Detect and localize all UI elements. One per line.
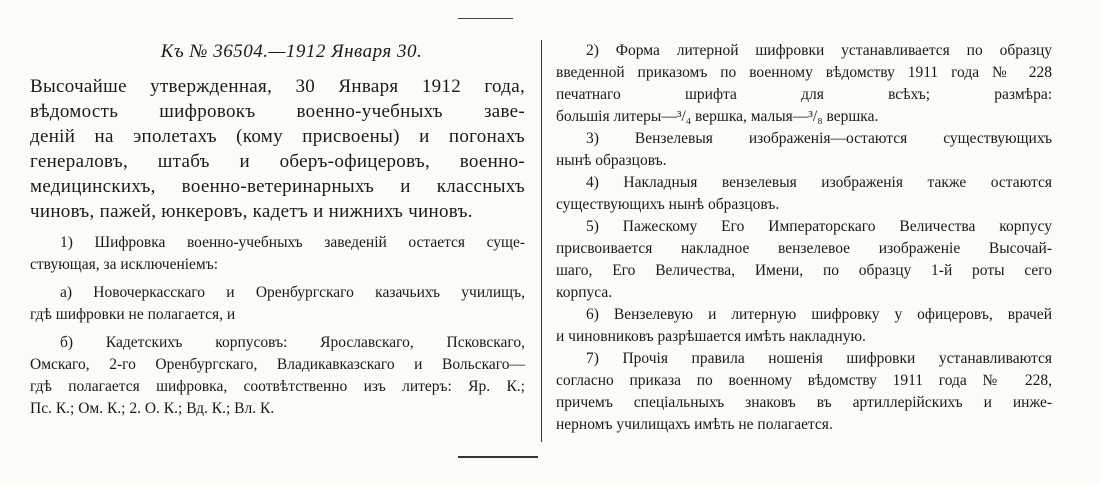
paragraph-line: нынѣ образцовъ.	[556, 152, 667, 169]
paragraph-line: 2) Форма литерной шифровки устанавливается по образцу	[586, 42, 1052, 59]
paragraph-line: существующихъ нынѣ образцовъ.	[556, 196, 780, 213]
paragraph-line: б) Кадетскихъ корпусовъ: Ярославскаго, Псковскаго,	[60, 334, 525, 351]
paragraph-line: 3) Вензелевыя изображенія—остаются существующихъ	[586, 130, 1052, 147]
paragraph-line: 5) Пажескому Его Императорскаго Величества корпусу	[586, 218, 1052, 235]
paragraph-line: ствующая, за исключеніемъ:	[30, 256, 219, 273]
paragraph	[556, 348, 1052, 436]
paragraph-line: а) Новочеркасскаго и Оренбургскаго казачьихъ училищъ,	[60, 284, 525, 301]
paragraph-line: 6) Вензелевую и литерную шифровку у офицеровъ, врачей	[586, 306, 1052, 323]
paragraph	[556, 304, 1052, 348]
paragraph-line: нерномъ училищахъ имѣть не полагается.	[556, 416, 833, 433]
title-line: деній на эполетахъ (кому присвоены) и погонахъ	[30, 126, 525, 147]
paragraph-line: введенной приказомъ по военному вѣдомству 1911 года № 228	[556, 64, 1052, 81]
top-rule	[458, 18, 513, 19]
paragraph-line: Пс. К.; Ом. К.; 2. О. К.; Вд. К.; Вл. К.	[30, 400, 275, 417]
paragraph-line: 4) Накладныя вензелевыя изображенія также остаются	[586, 174, 1052, 191]
paragraph-line: корпуса.	[556, 284, 613, 301]
paragraph-line: 1) Шифровка военно-учебныхъ заведеній остается суще-	[60, 234, 525, 251]
paragraph-line: 7) Прочія правила ношенія шифровки устанавливаются	[586, 350, 1052, 367]
bottom-rule	[458, 456, 538, 458]
paragraph-line: присвоивается накладное вензелевое изображеніе Высочай-	[556, 240, 1052, 257]
paragraph	[556, 40, 1052, 128]
paragraph-line: согласно приказа по военному вѣдомству 1911 года № 228,	[556, 372, 1052, 389]
document-title	[30, 74, 525, 224]
title-line: Высочайше утвержденная, 30 Января 1912 года,	[30, 76, 525, 97]
paragraph-line: Омскаго, 2-го Оренбургскаго, Владикавказскаго и Вольскаго—	[30, 356, 525, 373]
title-line: вѣдомость шифровокъ военно-учебныхъ заве-	[30, 101, 525, 122]
title-line: медицинскихъ, военно-ветеринарныхъ и классныхъ	[30, 176, 525, 197]
paragraph	[556, 172, 1052, 216]
paragraph-line: шаго, Его Величества, Имени, по образцу 1-й роты сего	[556, 262, 1052, 279]
document-heading: Къ № 36504.—1912 Января 30.	[160, 41, 423, 62]
paragraph	[30, 332, 525, 420]
paragraph	[30, 232, 525, 276]
title-line: чиновъ, пажей, юнкеровъ, кадетъ и нижнихъ чиновъ.	[30, 201, 473, 222]
paragraph	[556, 216, 1052, 304]
title-line: генераловъ, штабъ и оберъ-офицеровъ, военно-	[30, 151, 525, 172]
paragraph	[30, 282, 525, 326]
left-column	[30, 40, 525, 420]
paragraph-line: и чиновниковъ разрѣшается имѣть накладную.	[556, 328, 866, 345]
paragraph	[556, 128, 1052, 172]
column-divider	[541, 40, 542, 442]
paragraph-line: печатнаго шрифта для всѣхъ; размѣра:	[556, 86, 1052, 103]
paragraph-line: гдѣ полагается шифровка, соотвѣтственно изъ литеръ: Яр. К.;	[30, 378, 525, 395]
right-column	[556, 40, 1052, 436]
paragraph-line: гдѣ шифровки не полагается, и	[30, 306, 236, 323]
paragraph-line: причемъ спеціальныхъ знаковъ въ артиллерійскихъ и инже-	[556, 394, 1052, 411]
paragraph-line: большія литеры—³/₄ вершка, малыя—³/₈ вершка.	[556, 108, 879, 125]
